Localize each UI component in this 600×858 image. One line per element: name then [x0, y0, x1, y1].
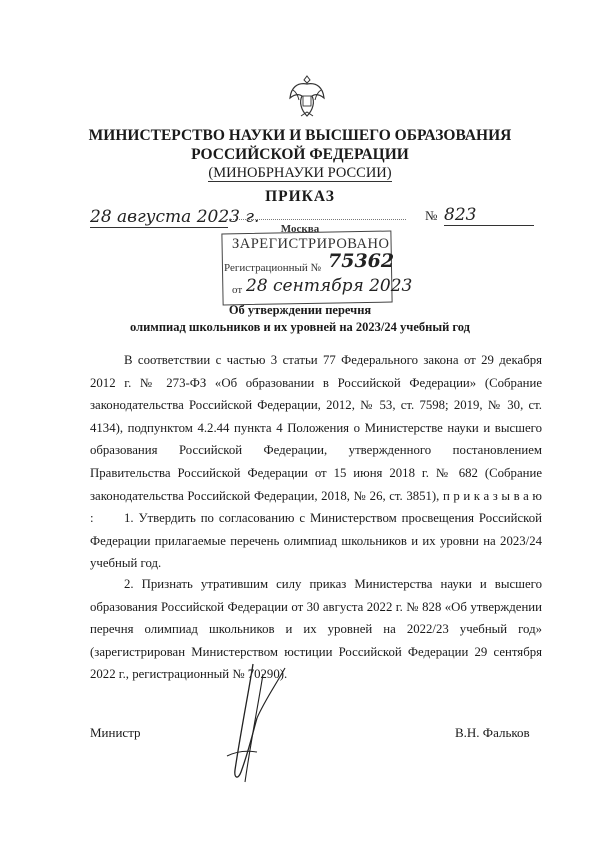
signatory-name: В.Н. Фальков	[455, 725, 530, 740]
handwritten-signature	[205, 660, 335, 790]
stamp-reg-number: 75362	[328, 250, 395, 272]
stamp-title: ЗАРЕГИСТРИРОВАНО	[232, 236, 390, 252]
order-number-prefix: №	[425, 208, 438, 223]
order-title-line2: олимпиад школьников и их уровней на 2023/24 учебный год	[130, 320, 470, 334]
signatory-position: Министр	[90, 725, 141, 740]
ministry-short-name: (МИНОБРНАУКИ РОССИИ)	[208, 165, 392, 181]
stamp-reg-label: Регистрационный №	[224, 262, 322, 274]
ministry-name-line1: МИНИСТЕРСТВО НАУКИ И ВЫСШЕГО ОБРАЗОВАНИЯ	[88, 127, 512, 144]
stamp-reg-date: 28 сентября 2023	[246, 276, 413, 296]
order-date: 28 августа 2023 г.	[90, 207, 260, 227]
item-2-paragraph: 2. Признать утратившим силу приказ Министерства науки и высшего образования Российской Федерации от 30 августа 2022 г. № 828 «Об утверждении перечня олимпиад школьников и их уровней на 2022/23 учебный год» (зарегистрирован Министерством юстиции Российской Федерации 29 сентября 2022 г., регистрационный № 70290).	[90, 577, 542, 682]
city: Москва	[280, 223, 320, 235]
item-1-paragraph: 1. Утвердить по согласованию с Министерством просвещения Российской Федерации прилагаемые перечень олимпиад школьников и их уровни на 2023/24 учебный год.	[90, 511, 542, 571]
ministry-name-line2: РОССИЙСКОЙ ФЕДЕРАЦИИ	[191, 146, 409, 163]
order-title-line1: Об утверждении перечня	[228, 303, 372, 317]
stamp-from-label: от	[232, 284, 243, 296]
document-type: ПРИКАЗ	[265, 188, 335, 205]
order-number: 823	[444, 205, 534, 226]
double-headed-eagle-emblem-icon	[287, 72, 327, 120]
preamble-paragraph: В соответствии с частью 3 статьи 77 Федерального закона от 29 декабря 2012 г. № 273-ФЗ «Об образовании в Российской Федерации» (Собрание законодательства Российской Федерации, 2012, № 53, ст. 7598; 2019, № 30, ст. 4134), подпунктом 4.2.44 пункта 4 Положения о Министерстве науки и высшего образования Российской Федерации, утвержденного постановлением Правительства Российской Федерации от 15 июня 2018 г. № 682 (Собрание законодательства Российской Федерации, 2018, № 26, ст. 3851), п р и к а з ы в а ю :	[90, 353, 542, 526]
